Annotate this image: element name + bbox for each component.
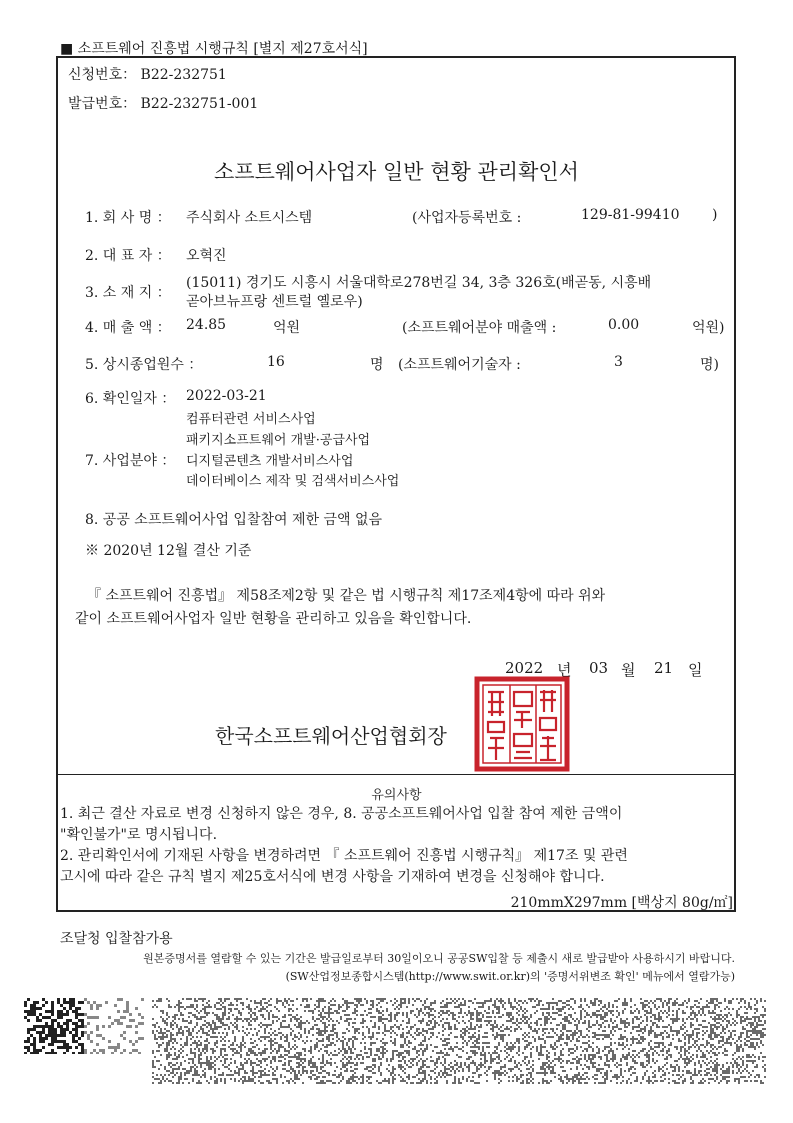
statement-line-1: 『 소프트웨어 진흥법』 제58조제2항 및 같은 법 시행규칙 제17조제4항에 따라 위와 [87,588,606,604]
business-reg-close: ) [712,207,718,223]
footer-notice-1: 원본증명서를 열람할 수 있는 기간은 발급일로부터 30일이오니 공공SW입찰 등 제출시 새로 발급받아 사용하시기 바랍니다. [143,952,735,965]
note-line: 1. 최근 결산 자료로 변경 신청하지 않은 경우, 8. 공공소프트웨어사업 입찰 참여 제한 금액이 [60,806,623,822]
verification-code-icon [24,998,144,1054]
date-day: 21 [654,659,674,677]
business-fields-label: 7. 사업분야 ： [85,453,176,469]
date-month-unit: 월 [621,661,636,679]
address-line-2: 곧아브뉴프랑 센트럴 옐로우) [186,294,363,310]
revenue-label: 4. 매 출 액 ： [85,320,171,336]
sw-revenue-value: 0.00 [608,317,640,333]
issue-number: 발급번호： B22-232751-001 [68,96,259,112]
business-field: 컴퓨터관련 서비스사업 [186,412,316,427]
notes-divider [56,774,736,775]
note-line: 2. 관리확인서에 기재된 사항을 변경하려면 『 소프트웨어 진흥법 시행규칙』 제17조 및 관련 [60,848,628,864]
form-header: ■ 소프트웨어 진흥법 시행규칙 [별지 제27호서식] [60,41,368,57]
issuer-name: 한국소프트웨어산업협회장 [215,724,447,748]
confirm-date-value: 2022-03-21 [186,388,267,404]
employees-unit: 명 [370,357,384,373]
employees-value: 16 [267,354,285,370]
official-seal-icon [474,676,570,772]
employees-label: 5. 상시종업원수 ： [85,357,203,373]
statement-line-2: 같이 소프트웨어사업자 일반 현황을 관리하고 있음을 확인합니다. [75,611,472,627]
sw-revenue-unit: 억원) [692,320,725,336]
address-line-1: (15011) 경기도 시흥시 서울대학로278번길 34, 3층 326호(배곧동, 시흥배 [186,275,652,291]
company-name-value: 주식회사 소트시스템 [186,210,313,226]
settlement-note: ※ 2020년 12월 결산 기준 [85,543,252,559]
application-number: 신청번호： B22-232751 [68,67,227,83]
business-field: 패키지소프트웨어 개발·공급사업 [186,433,371,448]
business-field: 데이터베이스 제작 및 검색서비스사업 [186,474,400,489]
paper-spec: 210mmX297mm [백상지 80g/㎡] [510,895,733,911]
usage-label: 조달청 입찰참가용 [60,931,173,947]
note-line: "확인불가"로 명시됩니다. [60,827,218,843]
address-label: 3. 소 재 지 ： [85,285,171,301]
sw-engineers-unit: 명) [700,357,719,373]
date-year: 2022 [505,659,544,677]
sw-engineers-label: (소프트웨어기술자 : [398,357,521,373]
sw-revenue-label: (소프트웨어분야 매출액 : [402,320,557,336]
business-reg-label: (사업자등록번호 : [412,210,522,226]
revenue-value: 24.85 [186,317,227,333]
bid-restriction: 8. 공공 소프트웨어사업 입찰참여 제한 금액 없음 [85,512,383,528]
note-line: 고시에 따라 같은 규칙 별지 제25호서식에 변경 사항을 기재하여 변경을 신청해야 합니다. [60,869,605,885]
date-month: 03 [589,659,609,677]
revenue-unit: 억원 [273,320,301,336]
sw-engineers-value: 3 [614,354,623,370]
footer-notice-2: (SW산업정보종합시스템(http://www.swit.or.kr)의 '증명서위변조 확인' 메뉴에서 열람가능) [285,970,735,983]
business-field: 디지털콘텐츠 개발서비스사업 [186,454,354,469]
anti-forgery-pattern-icon [152,998,766,1084]
representative-value: 오혁진 [186,248,227,264]
business-reg-value: 129-81-99410 [581,207,680,223]
representative-label: 2. 대 표 자 ： [85,248,171,264]
company-name-label: 1. 회 사 명 ： [85,210,171,226]
notes-heading: 유의사항 [371,788,422,803]
confirm-date-label: 6. 확인일자 ： [85,391,176,407]
page-title: 소프트웨어사업자 일반 현황 관리확인서 [214,160,579,184]
date-year-unit: 년 [557,661,572,679]
date-day-unit: 일 [688,661,703,679]
